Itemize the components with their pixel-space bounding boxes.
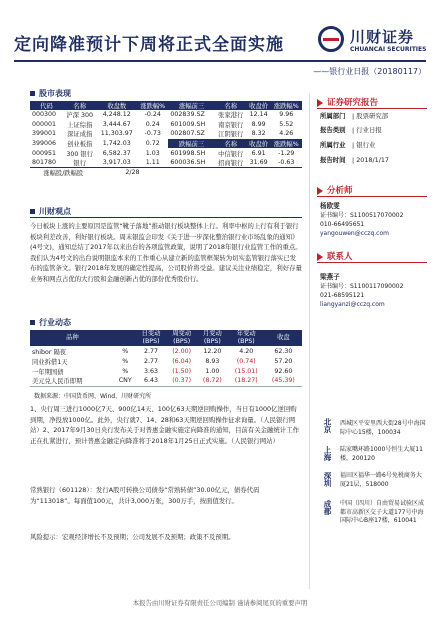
sidebar-report-label: 证券研究报告 (327, 98, 379, 108)
bullet-icon (30, 91, 35, 96)
table-row (30, 139, 302, 149)
office-address: 西城区平安里西大街28号中海国际中心15楼，100034 (340, 420, 426, 436)
col-header-unit: (BPS) (142, 338, 160, 345)
arrow-icon (317, 99, 323, 107)
col-header-label: 日变动 (141, 330, 161, 337)
table-row (30, 148, 302, 158)
office-address: 陆家嘴环路1000号恒生大厦11楼，200120 (340, 446, 423, 462)
sidebar-info-row: 所属部门 | 股票研究部 (320, 112, 389, 120)
contact-name: 梁燕子 (320, 273, 340, 281)
rate-header-row (30, 330, 302, 346)
table-cell: 名称 (215, 139, 247, 149)
col-header: 品种 (30, 330, 115, 346)
section-view-title: 川财观点 (39, 207, 71, 216)
rate-table (30, 330, 302, 387)
table-cell: 31.69 (249, 159, 268, 167)
table-row (30, 158, 302, 168)
table-cell: (45.39) (265, 376, 302, 386)
table-cell: 6.43 (136, 376, 167, 386)
section-view (30, 206, 71, 217)
col-header-label: 年变动 (236, 330, 256, 337)
info-key: 所属部门 (320, 112, 346, 120)
footer-label: 涨幅股/跌幅股 (43, 170, 84, 178)
sidebar-analyst-title (317, 184, 353, 196)
table-cell: 1.11 (145, 159, 160, 167)
sidebar-divider (317, 262, 427, 263)
table-cell: shibor 隔夜 (32, 348, 67, 356)
col-header (115, 330, 136, 346)
table-cell: 92.60 (274, 367, 293, 375)
table-cell: 8.32 (251, 130, 266, 138)
table-cell: 3.63 (144, 367, 159, 375)
company-name-en: CHUANCAI SECURITIES (350, 46, 427, 53)
office-city: 成都 (323, 500, 332, 515)
table-cell: 2.77 (144, 357, 159, 365)
office-address: 中国（四川）自由贸易试验区成都市高新区交子大道177号中海国际中心B座17楼，610041 (340, 500, 425, 525)
table-cell: 2.77 (144, 347, 159, 355)
table-cell: 创业板指 (67, 141, 93, 149)
report-subtitle: ——银行业日报（20180117） (313, 67, 426, 76)
sidebar-contact-title (317, 250, 353, 262)
column-divider (309, 93, 310, 589)
col-header-unit: (BPS) (173, 338, 191, 345)
table-cell: % (122, 347, 129, 355)
company-name: 川财证券 (350, 28, 415, 46)
info-value: 行业日报 (356, 126, 382, 134)
table-cell: 3,917.03 (102, 159, 131, 167)
col-header-label: 月变动 (202, 330, 222, 337)
contact-tel: 021-68595121 (320, 292, 365, 299)
table-cell: CNY (115, 376, 136, 386)
header-divider (14, 60, 426, 62)
col-header: 名称 (63, 101, 97, 110)
table-cell: 8.99 (251, 120, 266, 128)
table-row (30, 376, 302, 386)
sidebar-info-row: 报告时间 | 2018/1/17 (320, 156, 389, 164)
table-cell: 沪深 300 (66, 112, 94, 120)
table-row (30, 129, 302, 139)
arrow-icon (317, 253, 323, 261)
table-cell: 美元兑人民币即期 (30, 376, 115, 386)
sidebar-report-title (317, 96, 378, 108)
table-cell: 张家港行 (218, 112, 244, 120)
page-footer: 本报告由川财证券有限责任公司编制 谨请参阅尾页的重要声明 (132, 599, 308, 607)
table-cell: 深证成指 (67, 131, 93, 139)
table-row (30, 366, 302, 376)
table-cell: 招商银行 (218, 160, 244, 168)
table-cell: 1.03 (145, 149, 160, 157)
table-cell: 1.00 (205, 367, 220, 375)
table-cell: -0.24 (144, 111, 161, 119)
col-header (136, 330, 167, 346)
table-cell (168, 168, 302, 178)
table-cell: 6.91 (251, 149, 266, 157)
col-header: 名称 (215, 101, 247, 110)
table-cell: 银行 (73, 160, 86, 168)
market-header-row (30, 101, 302, 110)
contact-cert: 证书编号：S1100117090002 (320, 283, 404, 290)
info-key: 报告时间 (320, 156, 346, 164)
table-row (30, 120, 302, 130)
table-cell: (0.74) (236, 357, 256, 365)
table-cell: 601009.SH (170, 120, 206, 128)
table-cell: 中信银行 (218, 150, 244, 158)
table-cell: 601998.SH (170, 149, 206, 157)
table-cell: 3,444.67 (102, 120, 131, 128)
table-cell: 57.20 (274, 357, 293, 365)
col-header: 涨跌幅% (137, 101, 168, 110)
table-cell: 涨跌幅% (271, 139, 302, 149)
section-divider (30, 217, 302, 218)
table-cell: 4,248.12 (102, 111, 131, 119)
company-logo-icon (318, 26, 344, 52)
col-header: 收盘 (265, 330, 302, 346)
office-address: 福田区福华一路6号免税商务大厦21层，518000 (340, 472, 422, 488)
analyst-name: 杨欧雯 (320, 202, 340, 210)
table-cell: 000001 (32, 120, 57, 128)
table-cell: 5.52 (279, 120, 294, 128)
table-cell: -0.63 (278, 159, 295, 167)
table-cell: % (122, 357, 129, 365)
table-cell: 上证综指 (67, 121, 93, 129)
news-paragraph-2: 常熟银行（601128）：发行A股可转换公司债券“常熟转债”30.00亿元，债券代码为“113018”。每面值100元，共计3,000万张，300万手，按面值发行。 (30, 486, 260, 505)
col-header: 收盘价 (247, 101, 271, 110)
table-cell: (1.50) (172, 367, 192, 375)
col-header-unit: (BPS) (203, 338, 221, 345)
col-header-unit: (BPS) (237, 338, 255, 345)
office-city: 北京 (323, 418, 332, 433)
arrow-icon (317, 187, 323, 195)
table-cell: 11,303.97 (100, 130, 133, 138)
analyst-email[interactable]: yangouwen@cczq.com (320, 230, 389, 237)
info-key: 所属行业 (320, 141, 346, 149)
table-cell: (0.37) (166, 376, 197, 386)
analyst-tel: 010-66495651 (320, 221, 365, 228)
table-cell: -0.73 (144, 130, 161, 138)
table-cell: 跌幅前三 (168, 139, 214, 149)
table-cell: 收盘价 (247, 139, 271, 149)
table-cell: 4.20 (239, 347, 254, 355)
section-industry-title: 行业动态 (39, 318, 71, 327)
col-header-label: 周变动 (172, 330, 192, 337)
table-row (30, 346, 302, 356)
report-title: 定向降准预计下周将正式全面实施 (14, 35, 284, 55)
table-cell: 000951 (32, 149, 57, 157)
col-header: 收盘数 (97, 101, 137, 110)
sidebar-divider (317, 196, 427, 197)
col-header (197, 330, 228, 346)
table-cell: (6.04) (172, 357, 192, 365)
col-header (166, 330, 197, 346)
office-city: 深圳 (323, 472, 332, 487)
table-cell: % (122, 367, 129, 375)
table-row (30, 356, 302, 366)
col-header (228, 330, 265, 346)
table-cell: 0.24 (145, 120, 160, 128)
sidebar-contact-label: 联系人 (327, 252, 353, 262)
analyst-cert: 证书编号：S1100517070002 (320, 212, 404, 219)
table-cell: 12.20 (203, 347, 222, 355)
table-cell: 0.72 (145, 140, 160, 148)
table-row (30, 110, 302, 120)
info-value: 股票研究部 (356, 112, 389, 120)
col-header: 代码 (30, 101, 63, 110)
info-value: 银行业 (356, 141, 376, 149)
table-cell: 62.30 (274, 347, 293, 355)
table-cell: 12.14 (249, 111, 268, 119)
data-source: 数据来源：中国货币网、Wind、川财研究所 (34, 393, 152, 400)
section-industry (30, 317, 71, 328)
risk-warning: 风险提示：宏观经济增长不及预期；公司发展不及预期；政策不及预期。 (30, 533, 235, 541)
section-market (30, 88, 71, 99)
table-cell: 南京银行 (218, 121, 244, 129)
sidebar-analyst-label: 分析师 (327, 186, 353, 196)
table-cell: 一年期国债 (32, 368, 64, 376)
table-cell: (8.72) (197, 376, 228, 386)
table-cell: 000300 (32, 111, 57, 119)
bullet-icon (30, 209, 35, 214)
table-cell: 4.26 (279, 130, 294, 138)
col-header: 涨跌幅% (271, 101, 302, 110)
table-footer-row (30, 168, 302, 178)
table-cell: 399006 (32, 140, 57, 148)
table-cell: 002807.SZ (170, 130, 205, 138)
table-cell: -1.29 (278, 149, 295, 157)
table-cell: (15.01) (234, 367, 258, 375)
view-paragraph: 今日板块上涨的主要原因是监管“靴子落地”推动银行板块整体上行。利率中枢的上行有利于银行板块利差改善，利好银行板块。周末银监会印发《关于进一步深化整治银行业市场乱象的通知》(4号文)，通知总结了2017年以来出台的各项监管政策，说明了2018年银行业监管工作的重点。我们认为4号文的出台说明银监本来的工作重心从建立新的监管框架转为切实监管银行落实已发布的监管条文。银行2018年发展的确定性提高，公司股价将受益。建议关注业绩稳定，利好存量业务和网点占优的大行股和金融创新占优的部份优秀股份行。 (30, 222, 302, 283)
table-cell: 002839.SZ (170, 111, 205, 119)
section-market-title: 股市表现 (39, 89, 71, 98)
sidebar-divider (317, 108, 427, 109)
table-cell: (2.00) (172, 347, 192, 355)
office-city: 上海 (323, 446, 332, 461)
market-table (30, 101, 302, 177)
table-cell: (18.27) (228, 376, 265, 386)
table-cell: 江阴银行 (218, 131, 244, 139)
table-cell: 8.93 (205, 357, 220, 365)
sidebar-info-row: 报告类别 | 行业日报 (320, 126, 382, 134)
table-cell: 1,742.03 (102, 140, 131, 148)
sidebar-info-row: 所属行业 | 银行业 (320, 141, 376, 149)
contact-email[interactable]: liangyanzi@cczq.com (320, 301, 385, 308)
table-cell: 9.96 (279, 111, 294, 119)
col-header: 涨幅前三 (168, 101, 214, 110)
footer-value: 2/28 (125, 169, 140, 177)
news-paragraph-1: 1、央行周三进行1000亿7天、900亿14天、100亿63天期逆回购操作，当日有1000亿逆回购到期，净投放1000亿。此外，央行就7、14、28和63天期逆回购操作征求询量。（人民银行网站）2、2017年9月30日央行发布关于对普惠金融实施定向降准的通知，目前有关金融统计工作正在扎紧进行，预计普惠金融定向降准将于2018年1月25日正式实施。（人民银行网站） (30, 405, 299, 445)
table-cell: 300 银行 (66, 150, 94, 158)
table-cell: 同业拆借1天 (32, 358, 68, 366)
info-value: 2018/1/17 (356, 156, 389, 164)
table-cell: 600036.SH (170, 159, 206, 167)
table-cell: 6,582.37 (102, 149, 131, 157)
table-cell: 801780 (32, 159, 57, 167)
table-cell: 399001 (32, 130, 57, 138)
info-key: 报告类别 (320, 126, 346, 134)
bullet-icon (30, 320, 35, 325)
